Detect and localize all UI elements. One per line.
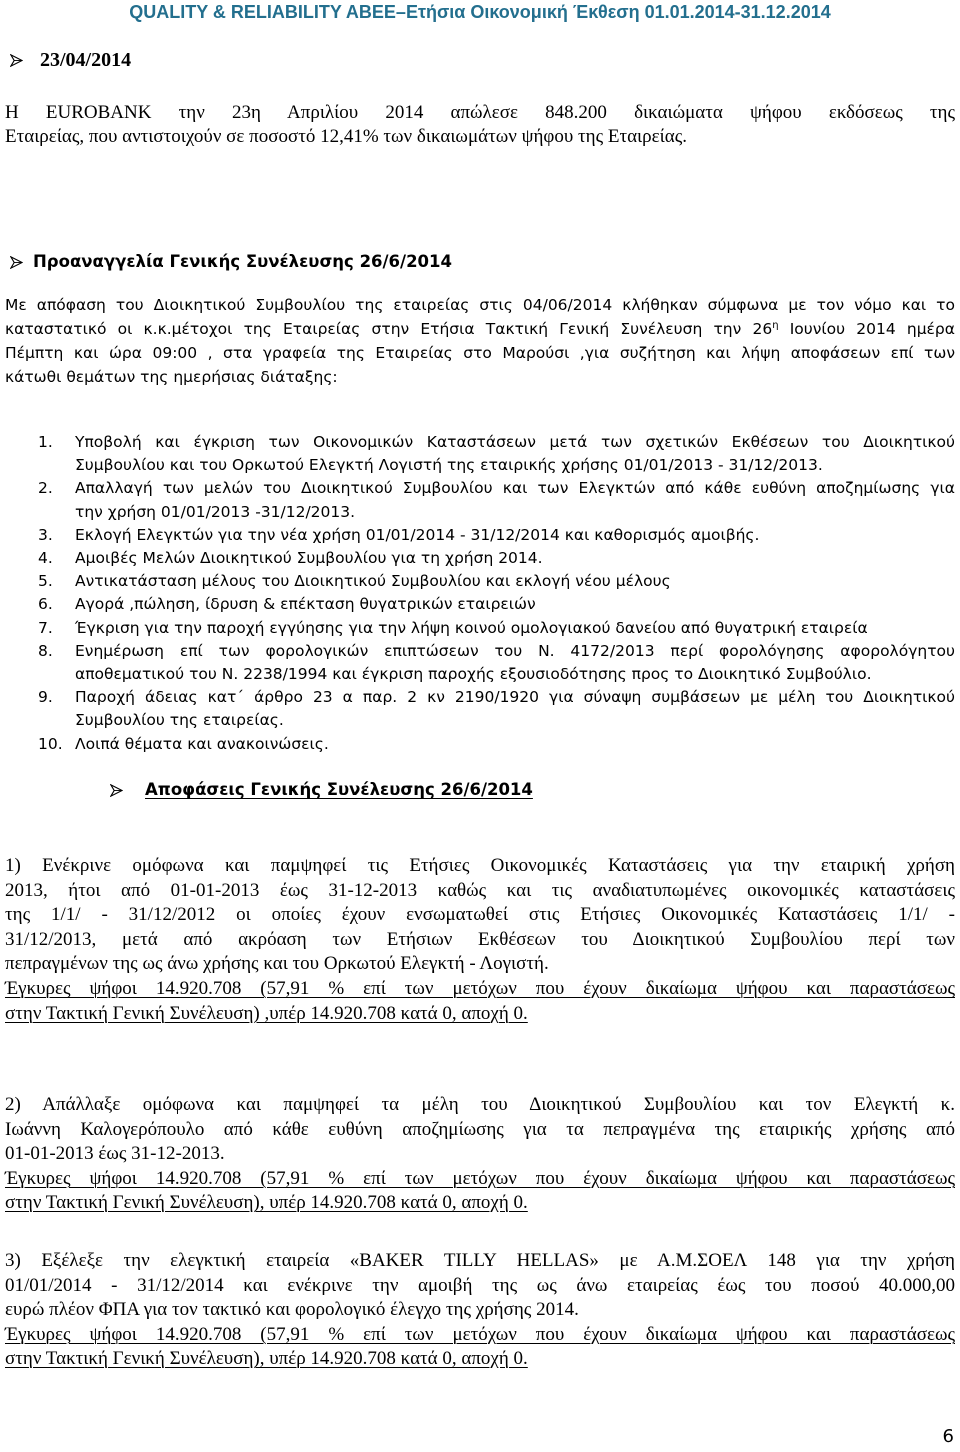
agenda-item (38, 477, 955, 523)
vote-result-line: Έγκυρες ψήφοι 14.920.708 (57,91 % επί των μετόχων που έχουν δικαίωμα ψήφου και παραστάσεως (5, 1323, 955, 1345)
decision-line: 01-01-2013 έως 31-12-2013. (5, 1143, 225, 1165)
decision-line: πεπραγμένων της ως άνω χρήσης και του Ορκωτού Ελεγκτή - Λογιστή. (5, 953, 549, 975)
body-line: Η EUROBANK την 23η Απριλίου 2014 απώλεσε 848.200 δικαιώματα ψήφου εκδόσεως της (5, 102, 955, 123)
agenda-item-text (75, 640, 955, 686)
decision-line: 01/01/2014 - 31/12/2014 και ενέκρινε την αμοιβή της ως άνω εταιρείας έως του ποσού 40.000,00 (5, 1274, 955, 1296)
decision-item (5, 854, 955, 1026)
agenda-item-line: την χρήση 01/01/2013 -31/12/2013. (75, 502, 356, 521)
vote-result-text: στην Τακτική Γενική Συνέλευση), υπέρ 14.920.708 κατά 0, αποχή 0. (5, 1348, 528, 1370)
agenda-item-number: 1. (38, 433, 53, 451)
vote-result-line (5, 1002, 955, 1027)
agenda-item-text (75, 686, 955, 732)
section-date-heading: 23/04/2014 (40, 49, 132, 71)
agenda-list (38, 431, 955, 756)
agenda-item-line: Υποβολή και έγκριση των Οικονομικών Καταστάσεων μετά των σχετικών Εκθέσεων του Διοικητικού (75, 433, 955, 451)
agenda-item-number: 2. (38, 479, 53, 498)
agenda-item-number: 5. (38, 572, 53, 591)
agenda-item-text (75, 547, 955, 570)
section-date-body (5, 101, 955, 149)
body-line: κάτωθι θεμάτων της ημερήσιας διάταξης: (5, 368, 338, 386)
agenda-item (38, 593, 955, 616)
agenda-item-text (75, 431, 955, 477)
decisions-heading: Αποφάσεις Γενικής Συνέλευσης 26/6/2014 (145, 780, 533, 799)
vote-result-line: Έγκυρες ψήφοι 14.920.708 (57,91 % επί των μετόχων που έχουν δικαίωμα ψήφου και παραστάσεως (5, 1167, 955, 1189)
agenda-item-number: 7. (38, 618, 53, 637)
agenda-item (38, 733, 955, 756)
agenda-item-number: 10. (38, 734, 63, 753)
agenda-item-text (75, 570, 955, 593)
arrowhead-icon (10, 256, 23, 269)
body-line: Με απόφαση του Διοικητικού Συμβουλίου της εταιρείας στις 04/06/2014 κλήθηκαν σύμφωνα με τον νόμο και το (5, 296, 955, 314)
agenda-item-number: 4. (38, 549, 53, 568)
vote-result-text: στην Τακτική Γενική Συνέλευση) ,υπέρ 14.920.708 κατά 0, αποχή 0. (5, 1002, 528, 1024)
body-line: Εταιρείας, που αντιστοιχούν σε ποσοστό 12,41% των δικαιωμάτων ψήφου της Εταιρείας. (5, 126, 687, 147)
vote-result-line: Έγκυρες ψήφοι 14.920.708 (57,91 % επί των μετόχων που έχουν δικαίωμα ψήφου και παραστάσεως (5, 977, 955, 999)
agenda-item-line: Λοιπά θέματα και ανακοινώσεις. (75, 734, 329, 753)
report-header: QUALITY & RELIABILITY ABEE–Ετήσια Οικονομική Έκθεση 01.01.2014-31.12.2014 (129, 2, 831, 22)
agenda-item-number: 6. (38, 595, 53, 614)
announcement-heading: Προαναγγελία Γενικής Συνέλευσης 26/6/2014 (33, 252, 452, 271)
agenda-item-line: Απαλλαγή των μελών του Διοικητικού Συμβουλίου και των Ελεγκτών από κάθε ευθύνη αποζημίωσης για (75, 479, 955, 498)
decision-line: 31/12/2013, μετά από ακρόαση των Ετήσιων Εκθέσεων του Διοικητικού Συμβουλίου περί των (5, 928, 955, 950)
agenda-item-text (75, 617, 955, 640)
agenda-item-text (75, 524, 955, 547)
arrowhead-icon (110, 784, 123, 797)
decision-line: 2013, ήτοι από 01-01-2013 έως 31-12-2013 καθώς και τις αναδιατυπωμένες οικονομικές καταστάσεις (5, 879, 955, 901)
agenda-item-line: Συμβουλίου της εταιρείας. (75, 711, 284, 730)
agenda-item-line: Αμοιβές Μελών Διοικητικού Συμβουλίου για τη χρήση 2014. (75, 549, 543, 568)
agenda-item-line: Παροχή άδειας κατ΄ άρθρο 23 α παρ. 2 κν 2190/1920 για σύναψη συμβάσεων με μέλη του Διοικητικού (75, 688, 955, 707)
agenda-item-line: αποθεματικού του Ν. 2238/1994 και έγκριση παροχής εξουσιοδότησης προς το Διοικητικό Συμβούλιο. (75, 665, 872, 684)
page-number: 6 (942, 1426, 954, 1447)
vote-result-line (5, 1191, 955, 1216)
arrowhead-icon (10, 54, 23, 67)
agenda-item-line: Συμβουλίου και του Ορκωτού Ελεγκτή Λογιστή της εταιρικής χρήσης 01/01/2013 - 31/12/2013. (75, 456, 823, 475)
agenda-item (38, 547, 955, 570)
body-line-text: Ιουνίου 2014 ημέρα (778, 320, 955, 338)
agenda-item-text (75, 477, 955, 523)
agenda-item (38, 640, 955, 686)
agenda-item (38, 431, 955, 477)
decision-line: 2) Απάλλαξε ομόφωνα και παμψηφεί τα μέλη του Διοικητικού Συμβουλίου και τον Ελεγκτή κ. (5, 1094, 955, 1115)
body-line-text: καταστατικό οι κ.κ.μέτοχοι της Εταιρείας στην Ετήσια Τακτική Γενική Συνέλευση την 26 (5, 320, 773, 338)
agenda-item-number: 9. (38, 688, 53, 707)
decision-line: της 1/1/ - 31/12/2012 οι οποίες έχουν ενσωματωθεί στις Ετήσιες Οικονομικές Καταστάσεις 1/1/ - (5, 904, 955, 926)
agenda-item-text (75, 593, 955, 616)
ordinal-superscript: η (772, 320, 779, 331)
agenda-item-line: Αντικατάσταση μέλους του Διοικητικού Συμβουλίου και εκλογή νέου μέλους (75, 572, 671, 591)
agenda-item-line: Ενημέρωση επί των φορολογικών επιπτώσεων του Ν. 4172/2013 περί φορολόγησης αφορολόγητου (75, 641, 955, 660)
vote-result-text: στην Τακτική Γενική Συνέλευση), υπέρ 14.920.708 κατά 0, αποχή 0. (5, 1192, 528, 1214)
body-line: Πέμπτη και ώρα 09:00 , στα γραφεία της Εταιρείας στο Μαρούσι ,για συζήτηση και λήψη αποφάσεων επί των (5, 344, 955, 362)
agenda-item (38, 524, 955, 547)
agenda-item-text (75, 733, 955, 756)
decision-line: ευρώ πλέον ΦΠΑ για τον τακτικό και φορολογικό έλεγχο της χρήσης 2014. (5, 1299, 579, 1321)
decision-item (5, 1249, 955, 1372)
agenda-item (38, 686, 955, 732)
decision-line: 3) Εξέλεξε την ελεγκτική εταιρεία «BAKER TILLY HELLAS» με Α.Μ.ΣΟΕΛ 148 για την χρήση (5, 1250, 955, 1271)
decision-line: Ιωάννη Καλογερόπουλο από κάθε ευθύνη αποζημίωσης για τα πεπραγμένα της εταιρικής χρήσης από (5, 1118, 955, 1140)
announcement-body (5, 293, 955, 389)
vote-result-line (5, 1347, 955, 1372)
agenda-item (38, 570, 955, 593)
agenda-item-number: 8. (38, 641, 53, 660)
decision-line: 1) Ενέκρινε ομόφωνα και παμψηφεί τις Ετήσιες Οικονομικές Καταστάσεις για την εταιρική χρήση (5, 855, 955, 876)
body-line (5, 317, 955, 341)
decision-item (5, 1093, 955, 1216)
agenda-item-line: Εκλογή Ελεγκτών για την νέα χρήση 01/01/2014 - 31/12/2014 και καθορισμός αμοιβής. (75, 525, 760, 544)
agenda-item (38, 617, 955, 640)
agenda-item-line: Αγορά ,πώληση, ίδρυση & επέκταση θυγατρικών εταιρειών (75, 595, 536, 614)
agenda-item-number: 3. (38, 525, 53, 544)
agenda-item-line: Έγκριση για την παροχή εγγύησης για την λήψη κοινού ομολογιακού δανείου από θυγατρική εταιρεία (75, 618, 868, 637)
